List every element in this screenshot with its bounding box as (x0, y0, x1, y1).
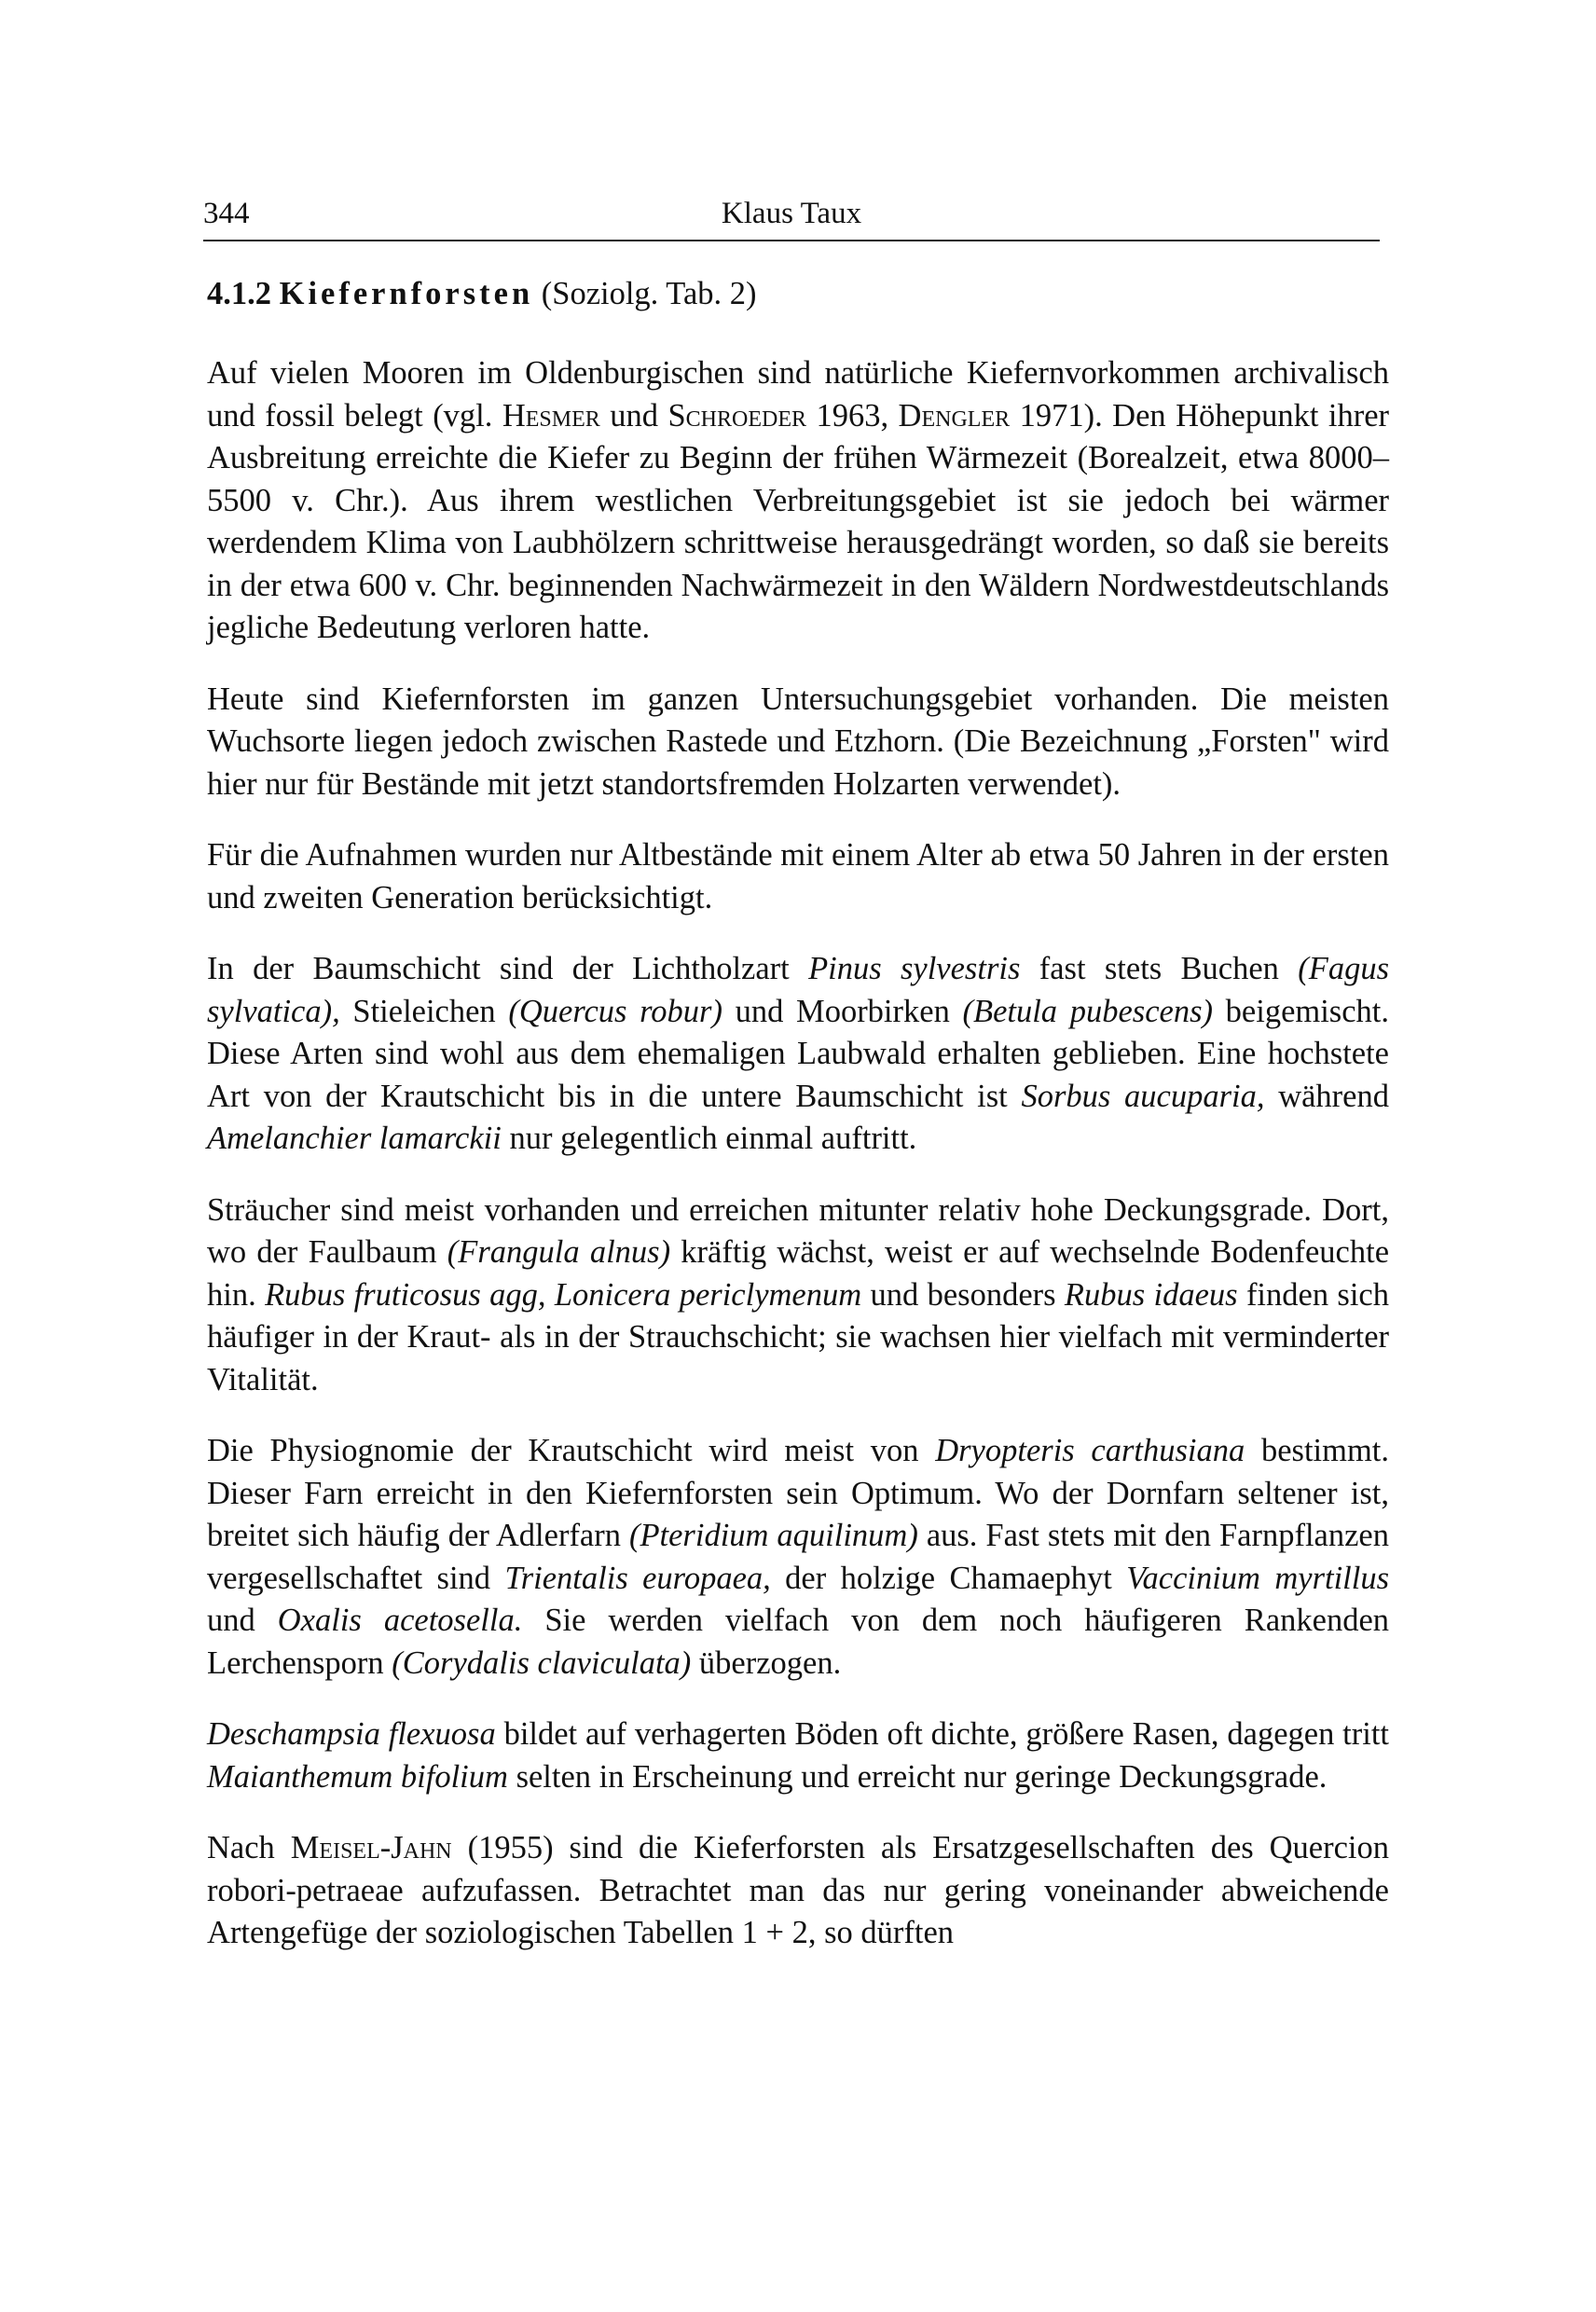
text-run: Auf vielen Mooren im Oldenburgischen sind natürliche Kiefernvorkommen archivalisch und fossil belegt (vgl. (207, 355, 1389, 434)
text-run: der holzige Chamaephyt (770, 1560, 1127, 1596)
author-name: Meisel-Jahn (290, 1830, 452, 1865)
text-run: und besonders (861, 1276, 1065, 1313)
running-head (203, 192, 1380, 235)
species-name: (Fagus sylvatica), (207, 951, 1389, 1029)
body-paragraph (207, 1713, 1389, 1798)
text-run: 1971). Den Höhepunkt ihrer Ausbreitung erreichte die Kiefer zu Beginn der frühen Wärmezeit (Borealzeit, etwa 8000–5500 v. Chr.). Aus ihrem westlichen Verbreitungsgebiet ist sie jedoch bei wärmer werdendem Klima von Laubhölzern schrittweise herausgedrängt worden, so daß sie bereits in der etwa 600 v. Chr. beginnenden Nachwärmezeit in den Wäldern Nordwestdeutschlands jegliche Bedeutung verloren hatte. (207, 397, 1389, 645)
text-run: Die Physiognomie der Krautschicht wird meist von (207, 1433, 936, 1468)
species-name: (Pteridium aquilinum) (628, 1518, 918, 1553)
section-number: 4.1.2 (207, 276, 271, 311)
species-name: Vaccinium myrtillus (1126, 1560, 1390, 1596)
paragraph-list (207, 352, 1389, 1955)
text-run: finden sich häufiger in der Kraut- als in der Strauchschicht; sie wachsen hier vielfach mit verminderter Vitalität. (207, 1276, 1389, 1397)
text-run: und Moorbirken (722, 993, 963, 1029)
species-name: Maianthemum bifolium (207, 1758, 508, 1795)
text-run: bildet auf verhagerten Böden oft dichte, größere Rasen, dagegen tritt (495, 1716, 1389, 1752)
species-name: Rubus idaeus (1064, 1276, 1238, 1313)
section-reference: (Soziolg. Tab. 2) (541, 276, 757, 311)
species-name: Oxalis acetosella. (277, 1603, 523, 1638)
text-run: fast stets Buchen (1020, 951, 1299, 986)
body-paragraph (207, 1827, 1389, 1955)
text-run: Heute sind Kiefernforsten im ganzen Untersuchungsgebiet vorhanden. Die meisten Wuchsorte liegen jedoch zwischen Rastede und Etzhorn. (Die Bezeichnung „Forsten" wird hier nur für Bestände mit jetzt standortsfremden Holzarten verwendet). (207, 681, 1389, 802)
species-name: Dryopteris carthusiana (935, 1433, 1245, 1468)
species-name: (Quercus robur) (508, 993, 722, 1029)
text-run: Nach (207, 1830, 291, 1865)
running-title: Klaus Taux (721, 197, 862, 230)
species-name: Pinus sylvestris (808, 951, 1021, 986)
species-name: Amelanchier lamarckii (207, 1121, 502, 1156)
text-run: und (207, 1603, 278, 1638)
text-run: Stieleichen (339, 993, 509, 1029)
section-title: Kiefernforsten (279, 276, 534, 311)
species-name: Sorbus aucuparia, (1021, 1078, 1265, 1114)
species-name: Trientalis europaea, (504, 1560, 771, 1596)
text-run: und (599, 397, 668, 434)
body-paragraph (207, 1190, 1389, 1402)
text-run: nur gelegentlich einmal auftritt. (501, 1121, 917, 1156)
text-run: aus. Fast stets mit den Farnpflanzen vergesellschaftet sind (207, 1518, 1389, 1596)
body-paragraph (207, 352, 1389, 650)
text-run: kräftig wächst, weist er auf wechselnde Bodenfeuchte hin. (207, 1234, 1390, 1313)
text-run: In der Baumschicht sind der Lichtholzart (207, 951, 809, 986)
page-number: 344 (203, 197, 250, 230)
text-run: Sträucher sind meist vorhanden und erreichen mitunter relativ hohe Deckungsgrade. Dort, wo der Faulbaum (207, 1191, 1389, 1270)
text-run: überzogen. (691, 1645, 842, 1681)
text-run: bestimmt. Dieser Farn erreicht in den Kiefernforsten sein Optimum. Wo der Dornfarn seltener ist, breitet sich häufig der Adlerfarn (207, 1433, 1389, 1553)
text-run: beigemischt. Diese Arten sind wohl aus dem ehemaligen Laubwald erhalten geblieben. Eine hochstete Art von der Krautschicht bis in die untere Baumschicht ist (207, 993, 1389, 1114)
author-name: Dengler (898, 397, 1011, 434)
species-name: (Betula pubescens) (962, 993, 1213, 1029)
body-paragraph (207, 948, 1389, 1161)
body-paragraph (207, 834, 1389, 919)
body-paragraph (207, 1430, 1389, 1685)
text-run: 1963, (806, 397, 899, 434)
header-rule (203, 240, 1380, 241)
text-run: Für die Aufnahmen wurden nur Altbestände mit einem Alter ab etwa 50 Jahren in der ersten und zweiten Generation berücksichtigt. (207, 837, 1389, 915)
species-name: Deschampsia flexuosa (207, 1716, 496, 1752)
author-name: Schroeder (667, 397, 806, 434)
section-heading (207, 270, 1389, 317)
species-name: Rubus fruticosus agg, Lonicera periclymenum (265, 1276, 862, 1313)
author-name: Hesmer (502, 397, 600, 434)
species-name: (Frangula alnus) (447, 1234, 671, 1270)
page-body (207, 270, 1389, 1984)
species-name: (Corydalis claviculata) (392, 1645, 692, 1681)
text-run: selten in Erscheinung und erreicht nur geringe Deckungsgrade. (507, 1758, 1328, 1795)
body-paragraph (207, 679, 1389, 806)
text-run: während (1264, 1078, 1389, 1114)
text-run: (1955) sind die Kieferforsten als Ersatzgesellschaften des Quercion robori-petraeae aufzufassen. Betrachtet man das nur gering voneinander abweichende Artengefüge der soziologischen Tabellen 1 + 2, so dürften (207, 1830, 1389, 1950)
text-run: Sie werden vielfach von dem noch häufigeren Rankenden Lerchensporn (207, 1603, 1390, 1681)
